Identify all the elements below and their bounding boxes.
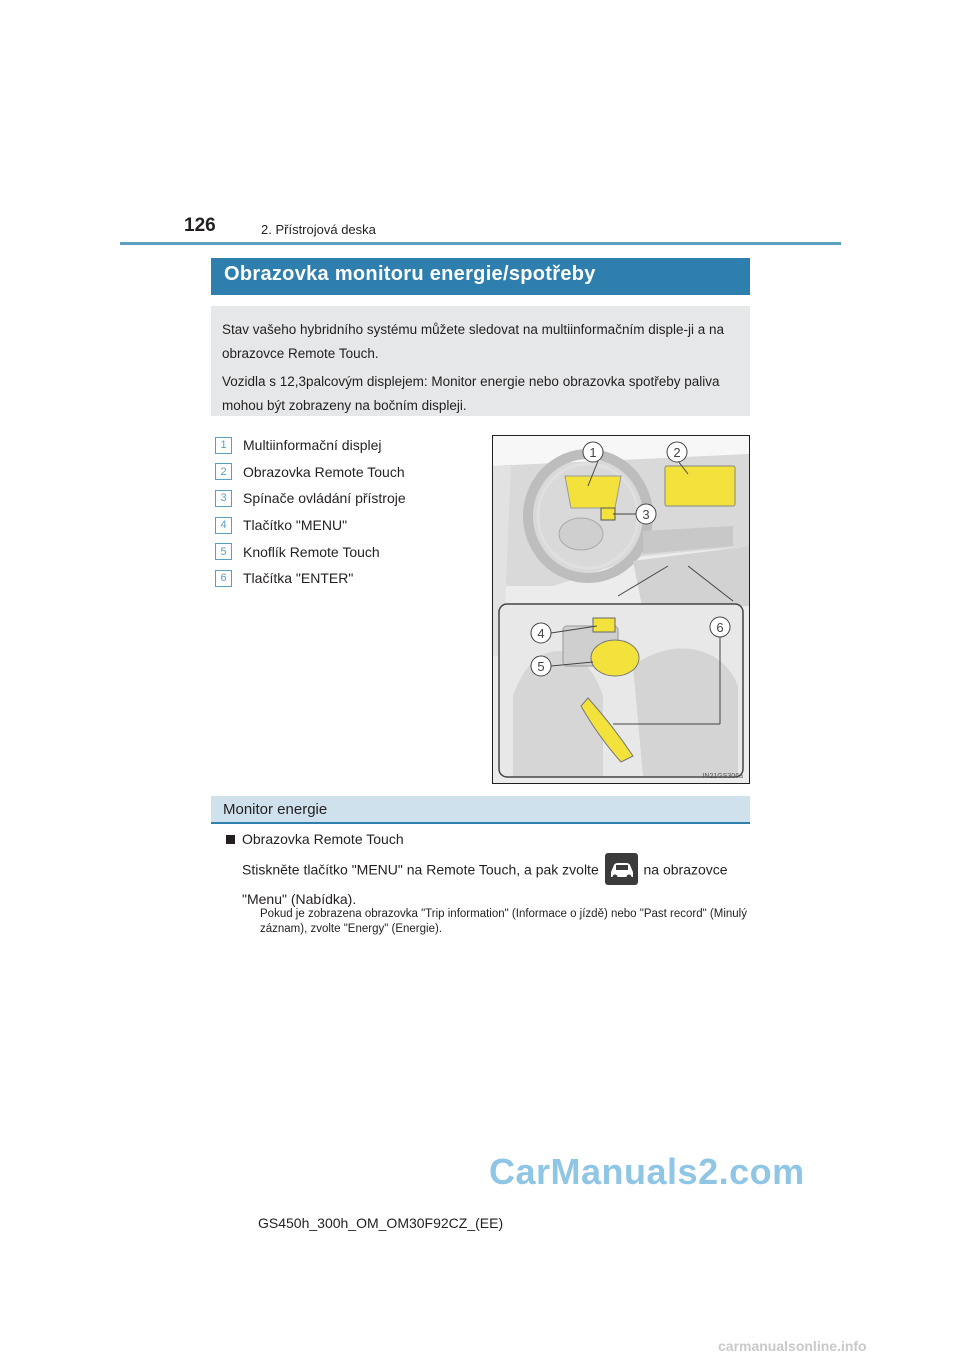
- watermark: CarManuals2.com: [489, 1151, 805, 1192]
- legend-item: [215, 432, 475, 459]
- legend-label: Multiinformační displej: [243, 437, 382, 454]
- legend-label: Knoflík Remote Touch: [243, 543, 380, 560]
- subsection-bar: [211, 796, 750, 824]
- bullet-square-icon: [226, 835, 235, 844]
- legend-number: 2: [215, 463, 232, 480]
- bullet-title: Obrazovka Remote Touch: [242, 831, 404, 847]
- title-bar: [211, 258, 750, 295]
- intro-paragraph-2: Vozidla s 12,3palcovým displejem: Monitor energie nebo obrazovka spotřeby paliva mohou být zobrazeny na bočním displeji.: [222, 374, 720, 413]
- legend-item: [215, 459, 475, 486]
- bullet-heading: [226, 831, 404, 847]
- legend-number: 4: [215, 517, 232, 534]
- legend-label: Tlačítko "MENU": [243, 517, 348, 534]
- instruction-before: Stiskněte tlačítko "MENU" na Remote Touch, a pak zvolte: [242, 861, 599, 878]
- legend-item: [215, 512, 475, 539]
- callout-3: 3: [642, 507, 650, 522]
- legend-item: [215, 565, 475, 592]
- instruction-text: [242, 855, 750, 911]
- legend-number: 5: [215, 543, 232, 560]
- watermark-secondary: carmanualsonline.info: [718, 1338, 867, 1354]
- legend-label: Obrazovka Remote Touch: [243, 463, 405, 480]
- dashboard-illustration: [492, 435, 750, 784]
- callout-1: 1: [589, 445, 597, 460]
- legend-item: [215, 485, 475, 512]
- section-header: 2. Přístrojová deska: [261, 222, 376, 237]
- note-text: Pokud je zobrazena obrazovka "Trip information" (Informace o jízdě) nebo "Past record" (Minulý záznam), zvolte "Energy" (Energie).: [260, 908, 747, 935]
- page-title: Obrazovka monitoru energie/spotřeby: [224, 263, 596, 285]
- footer-code: GS450h_300h_OM_OM30F92CZ_(EE): [258, 1215, 504, 1231]
- callout-5: 5: [537, 659, 545, 674]
- legend-number: 1: [215, 437, 232, 454]
- intro-box: [211, 306, 750, 416]
- illustration-code: IN21GS306a: [702, 773, 743, 780]
- page-number: 126: [184, 215, 216, 236]
- car-icon: [605, 853, 638, 885]
- legend-item: [215, 538, 475, 565]
- callout-4: 4: [537, 626, 545, 641]
- legend-label: Spínače ovládání přístroje: [243, 490, 406, 507]
- intro-paragraph-1: Stav vašeho hybridního systému můžete sledovat na multiinformačním disple-ji a na obrazovce Remote Touch.: [222, 322, 724, 361]
- subsection-title: Monitor energie: [223, 801, 328, 818]
- legend-number: 6: [215, 570, 232, 587]
- legend-list: [215, 432, 475, 592]
- callout-2: 2: [673, 445, 681, 460]
- callout-6: 6: [716, 620, 724, 635]
- instruction-after: na obrazovce "Menu" (Nabídka).: [242, 861, 728, 907]
- dashboard-drawing: [493, 436, 749, 783]
- header-rule: [120, 242, 841, 245]
- legend-label: Tlačítka "ENTER": [243, 570, 354, 587]
- legend-number: 3: [215, 490, 232, 507]
